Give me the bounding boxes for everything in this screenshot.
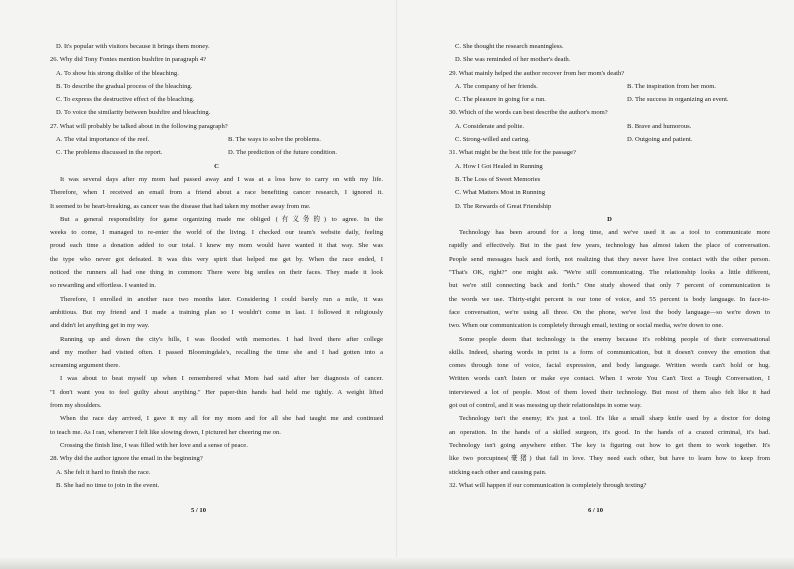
- passage-d-p3-line: Technology isn't the enemy; it's just a tool. It's like a small sharp knife used by a doctor for doing: [459, 415, 770, 423]
- q30-option-b: B. Brave and humorous.: [627, 122, 692, 130]
- passage-d-p1-line: "That's OK, right?" one might ask. "We're still communicating. The relationship looks a little different,: [449, 269, 770, 277]
- passage-c-p5-line: "I don't want you to feel guilty about anything." Her paper-thin hands had held me tightly. A weight lifted: [50, 388, 383, 396]
- passage-d-p1-line: People send messages back and forth, not realizing that they never have live contact with the other person.: [449, 255, 770, 263]
- q27-option-a: A. The vital importance of the reef.: [56, 136, 150, 144]
- q29-options-row-2: [449, 93, 770, 106]
- q27-option-d: D. The prediction of the future condition.: [228, 149, 338, 157]
- q28-option-d: D. She was reminded of her mother's death.: [455, 56, 571, 64]
- passage-c-p4-line: screaming argument there.: [50, 362, 121, 370]
- section-d-heading: D: [607, 215, 612, 223]
- passage-c-p3-line: and didn't let anything get in my way.: [50, 322, 150, 330]
- q31-stem: 31. What might be the best title for the passage?: [449, 149, 576, 157]
- q27-option-b: B. The ways to solve the problems.: [228, 136, 321, 144]
- passage-d-p2-line: got out of control, and it was messing up their relationships in some way.: [449, 402, 642, 410]
- passage-c-p3-line: ambitious. But my friend and I made a training plan so I wouldn't come in last. I followed it religiously: [50, 308, 383, 316]
- passage-c-p1-line: It was several days after my mom had passed away and I was at a loss how to carry on with my life.: [60, 175, 383, 183]
- passage-c-p1-line: It seemed to be heart-breaking, as cancer was the disease that had taken my mother away from me.: [50, 202, 311, 210]
- q29-option-c: C. The pleasure in going for a run.: [455, 96, 546, 104]
- passage-d-p2-line: skills. Indeed, sharing words in print is a form of communication, but it doesn't convey the emotion that: [449, 348, 770, 356]
- passage-d-p1-line: face conversation, we're using all three. On the phone, we've lost the body language—so we're down to: [449, 308, 770, 316]
- q29-option-d: D. The success in organizing an event.: [627, 96, 729, 104]
- q26-option-b: B. To describe the gradual process of the bleaching.: [56, 82, 193, 90]
- passage-d-p3-line: Technology isn't going anywhere either. The key is figuring out how to get them to work together. It's: [449, 441, 770, 449]
- q30-option-a: A. Considerate and polite.: [455, 122, 525, 130]
- passage-c-p2-line: weeks to come, I managed to re-enter the world of the living. I checked our team's website daily, feeling: [50, 229, 383, 237]
- q31-option-a: A. How I Got Healed in Running: [455, 162, 543, 170]
- q30-option-d: D. Outgoing and patient.: [627, 136, 693, 144]
- passage-c-p7-line: Crossing the finish line, I was filled with her love and a sense of peace.: [60, 441, 248, 449]
- passage-d-p1-line: rapidly and effectively. But in the past few years, technology has almost taken the place of conversation.: [449, 242, 770, 250]
- q26-option-d: D. To voice the similarity between bushfire and bleaching.: [56, 109, 211, 117]
- passage-c-p5-line: I was about to beat myself up when I remembered what Mom had said after her diagnosis of cancer.: [60, 375, 383, 383]
- q32-stem: 32. What will happen if our communication is completely through texting?: [449, 481, 647, 489]
- passage-c-p2-line: proud each time a donation added to our total. I knew my mom would have wanted it that way. She was: [50, 242, 383, 250]
- q29-stem: 29. What mainly helped the author recover from her mom's death?: [449, 69, 625, 77]
- passage-c-p6-line: When the race day arrived, I gave it my all for my mom and for all she had taught me and continued: [60, 415, 383, 423]
- q31-option-b: B. The Loss of Sweet Memories: [455, 175, 541, 183]
- passage-c-p6-line: to teach me. As I ran, whenever I felt like slowing down, I pictured her cheering me on.: [50, 428, 281, 436]
- page-number-left: 5 / 10: [190, 506, 207, 514]
- passage-d-p1-line: the words we use. Thirty-eight percent is our tone of voice, and 55 percent is body language. In face-to-: [449, 295, 770, 303]
- q28-stem: 28. Why did the author ignore the email in the beginning?: [50, 455, 203, 463]
- passage-d-p3-line: an operation. In the hands of a skilled surgeon, it's good. In the hands of a crazed criminal, it's bad.: [449, 428, 770, 436]
- passage-c-p3-line: Therefore, I enrolled in another race two months later. Considering I could barely run a mile, it was: [60, 295, 383, 303]
- q30-options-row-2: [449, 133, 770, 146]
- q29-option-a: A. The company of her friends.: [455, 82, 538, 90]
- q26-option-a: A. To show his strong dislike of the bleaching.: [56, 69, 179, 77]
- passage-c-p5-line: from my shoulders.: [50, 402, 102, 410]
- q31-option-c: C. What Matters Most in Running: [455, 189, 545, 197]
- q29-option-b: B. The inspiration from her mom.: [627, 82, 717, 90]
- q27-option-c: C. The problems discussed in the report.: [56, 149, 163, 157]
- passage-c-p2-line: the type who never got defeated. It was this very spirit that helped me get by. When the race ended, I: [50, 255, 383, 263]
- q26-option-c: C. To express the destructive effect of the bleaching.: [56, 96, 195, 104]
- passage-d-p1-line: but we're still connecting back and forth." One study showed that only 7 percent of communication is: [449, 282, 770, 290]
- passage-c-p4-line: Running up and down the city's hills, I was flooded with memories. I had lived there after college: [60, 335, 383, 343]
- q28-option-b: B. She had no time to join in the event.: [56, 481, 160, 489]
- q30-stem: 30. Which of the words can best describe the author's mom?: [449, 109, 608, 117]
- q27-options-row-1: [50, 133, 383, 146]
- passage-d-p1-line: Technology has been around for a long time, and we've used it as a tool to communicate more: [459, 229, 770, 237]
- passage-d-p2-line: comes through tone of voice, facial expression, and body language. Written words can't hold or hug.: [449, 362, 770, 370]
- passage-c-p4-line: and my mother had visited often. I passed Bloomingdale's, recalling the time she and I had gotten into a: [50, 348, 383, 356]
- passage-d-p3-line: like two porcupines(豪猪) that fall in love. They need each other, but have to learn how to keep from: [449, 455, 770, 463]
- q26-stem: 26. Why did Tony Fontes mention bushfire in paragraph 4?: [50, 56, 207, 64]
- q27-options-row-2: [50, 146, 383, 159]
- passage-d-p2-line: Some people deem that technology is the enemy because it's robbing people of their conversational: [459, 335, 770, 343]
- passage-d-p2-line: Written words can't listen or make eye contact. When I wrote You Can't Text a Tough Conversation, I: [449, 375, 770, 383]
- passage-c-p2-line: noticed the runners all had one thing in common: There were big smiles on their faces. They made it look: [50, 269, 383, 277]
- passage-c-p1-line: Therefore, when I received an email from a friend about a race benefiting cancer research, I ignored it.: [50, 189, 383, 197]
- q25-option-d: D. It's popular with visitors because it brings them money.: [56, 43, 210, 50]
- passage-d-p3-line: sticking each other and causing pain.: [449, 468, 547, 476]
- passage-d-p2-line: interviewed a lot of people. Most of them loved their technology. But most of them also felt like it had: [449, 388, 770, 396]
- scan-bottom-shadow: [0, 557, 794, 569]
- q28-option-c: C. She thought the research meaningless.: [455, 43, 564, 50]
- passage-d-p1-line: two. When our communication is completely through email, texting or social media, we're down to one.: [449, 322, 724, 330]
- q30-option-c: C. Strong-willed and caring.: [455, 136, 530, 144]
- q29-options-row-1: [449, 80, 770, 93]
- page-number-right: 6 / 10: [587, 506, 604, 514]
- passage-c-p2-line: so rewarding and effortless. I wanted in.: [50, 282, 157, 290]
- passage-c-p2-line: But a general responsibility for game organizing made me obliged (有义务的) to agree. In the: [60, 215, 383, 223]
- section-c-heading: C: [214, 162, 219, 170]
- q28-option-a: A. She felt it hard to finish the race.: [56, 468, 151, 476]
- q27-stem: 27. What will probably be talked about in the following paragraph?: [50, 122, 228, 130]
- passage-c: [50, 173, 383, 452]
- q30-options-row-1: [449, 120, 770, 133]
- passage-d: [449, 226, 770, 479]
- q31-option-d: D. The Rewards of Great Friendship: [455, 202, 552, 210]
- right-page: [397, 0, 794, 569]
